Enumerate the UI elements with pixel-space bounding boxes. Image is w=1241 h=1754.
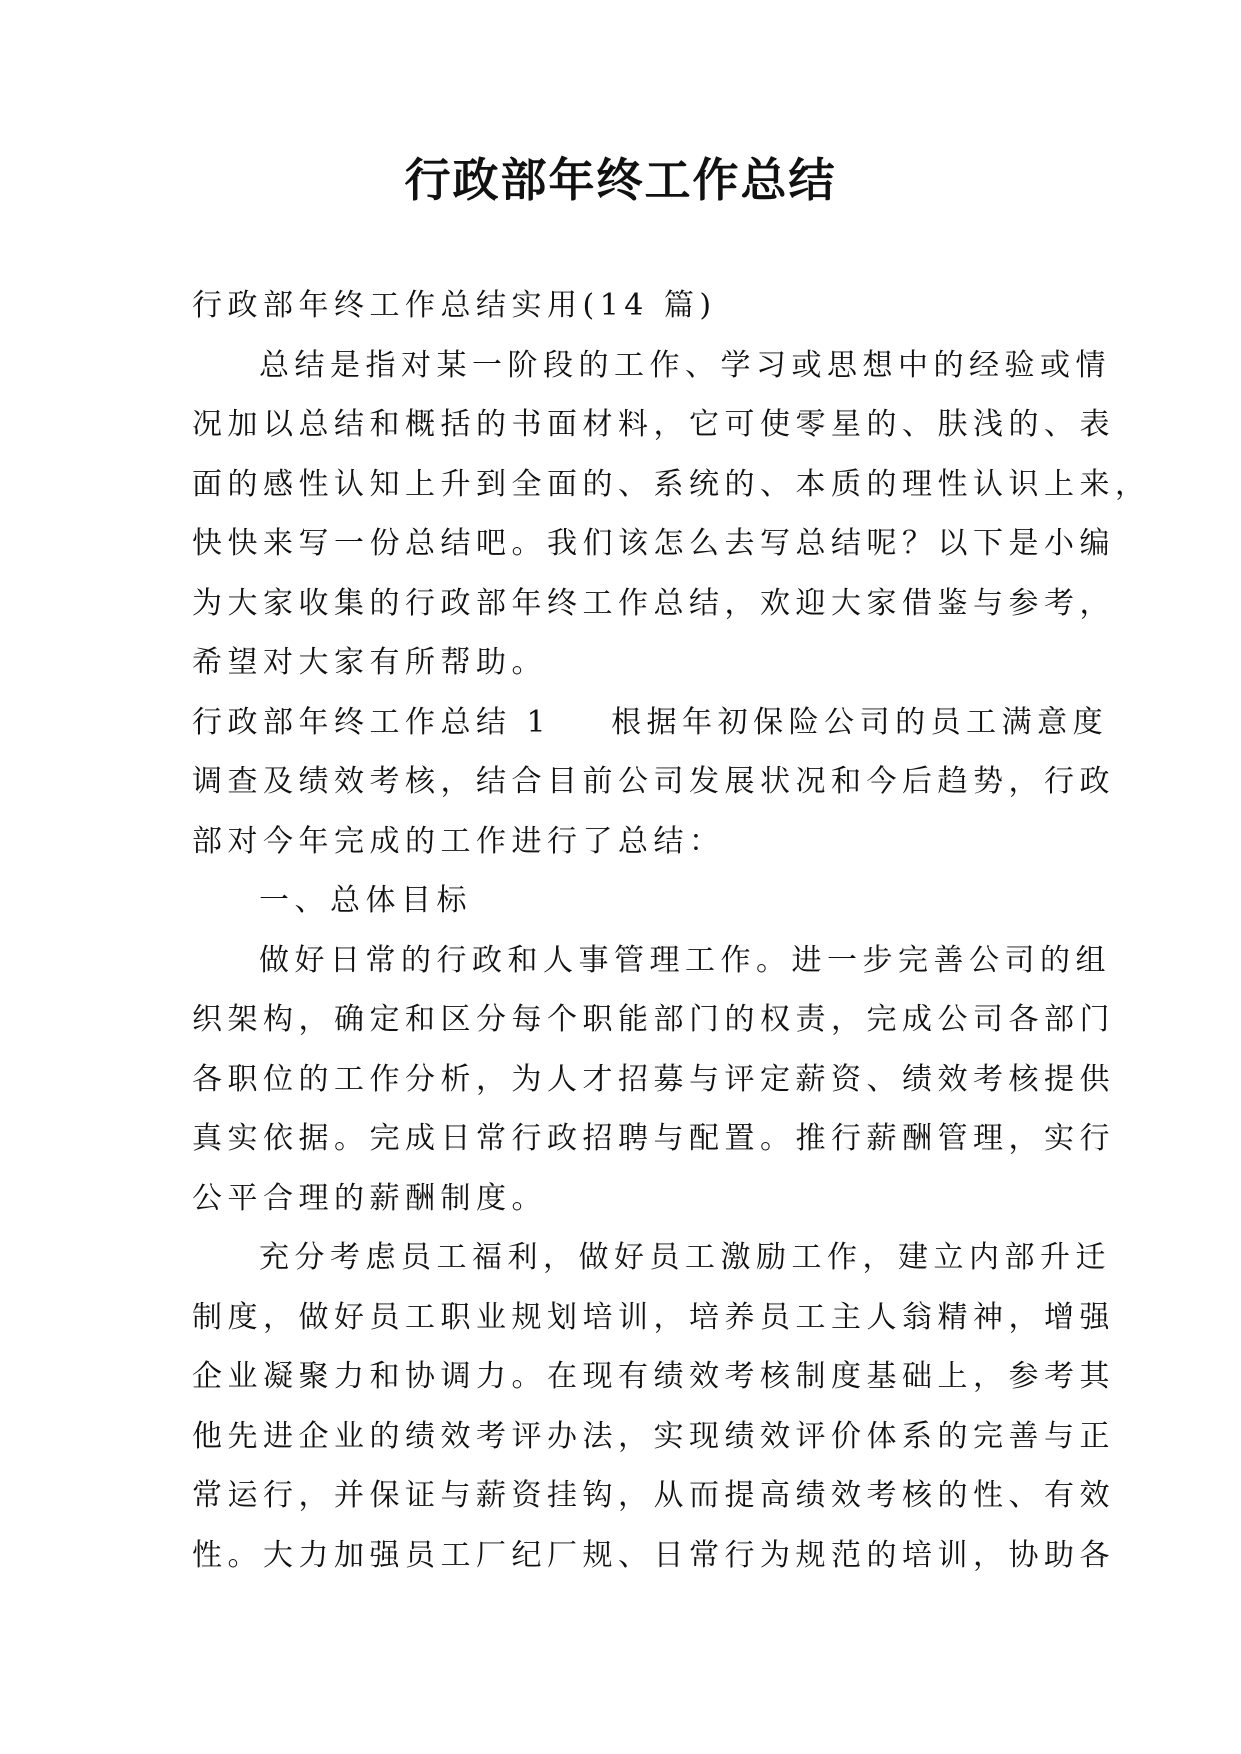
text-line: 性。大力加强员工厂纪厂规、日常行为规范的培训，协助各 <box>192 1537 1115 1573</box>
text-line-subheading: 一、总体目标 <box>259 883 472 918</box>
text-line-section-heading <box>192 693 1109 753</box>
text-line: 总结是指对某一阶段的工作、学习或思想中的经验或情 <box>259 347 1111 383</box>
text-line: 公平合理的薪酬制度。 <box>192 1180 547 1216</box>
text-line: 为大家收集的行政部年终工作总结，欢迎大家借鉴与参考， <box>192 585 1115 621</box>
text-line: 常运行，并保证与薪资挂钩，从而提高绩效考核的性、有效 <box>192 1478 1115 1513</box>
text-line: 希望对大家有所帮助。 <box>192 645 547 680</box>
text-line: 充分考虑员工福利，做好员工激励工作，建立内部升迁 <box>259 1240 1111 1275</box>
section-heading: 行政部年终工作总结 1 <box>192 704 552 740</box>
text-line: 制度，做好员工职业规划培训，培养员工主人翁精神，增强 <box>192 1299 1115 1335</box>
text-line: 真实依据。完成日常行政招聘与配置。推行薪酬管理，实行 <box>192 1121 1115 1156</box>
text-line: 面的感性认知上升到全面的、系统的、本质的理性认识上来， <box>192 466 1151 502</box>
document-title: 行政部年终工作总结 <box>404 153 837 207</box>
text-line: 他先进企业的绩效考评办法，实现绩效评价体系的完善与正 <box>192 1418 1115 1454</box>
text-line: 部对今年完成的工作进行了总结： <box>192 823 725 859</box>
document-body <box>192 276 1151 1585</box>
text-line-subtitle: 行政部年终工作总结实用(14 篇) <box>192 288 717 323</box>
text-line: 快快来写一份总结吧。我们该怎么去写总结呢？以下是小编 <box>192 526 1115 561</box>
section-text: 根据年初保险公司的员工满意度 <box>611 704 1109 740</box>
text-line: 织架构，确定和区分每个职能部门的权责，完成公司各部门 <box>192 1002 1115 1037</box>
text-line: 企业凝聚力和协调力。在现有绩效考核制度基础上，参考其 <box>192 1359 1115 1394</box>
text-line: 各职位的工作分析，为人才招募与评定薪资、绩效考核提供 <box>192 1061 1115 1097</box>
text-line: 况加以总结和概括的书面材料，它可使零星的、肤浅的、表 <box>192 407 1115 442</box>
text-line: 调查及绩效考核，结合目前公司发展状况和今后趋势，行政 <box>192 764 1115 799</box>
text-line: 做好日常的行政和人事管理工作。进一步完善公司的组 <box>259 942 1111 978</box>
